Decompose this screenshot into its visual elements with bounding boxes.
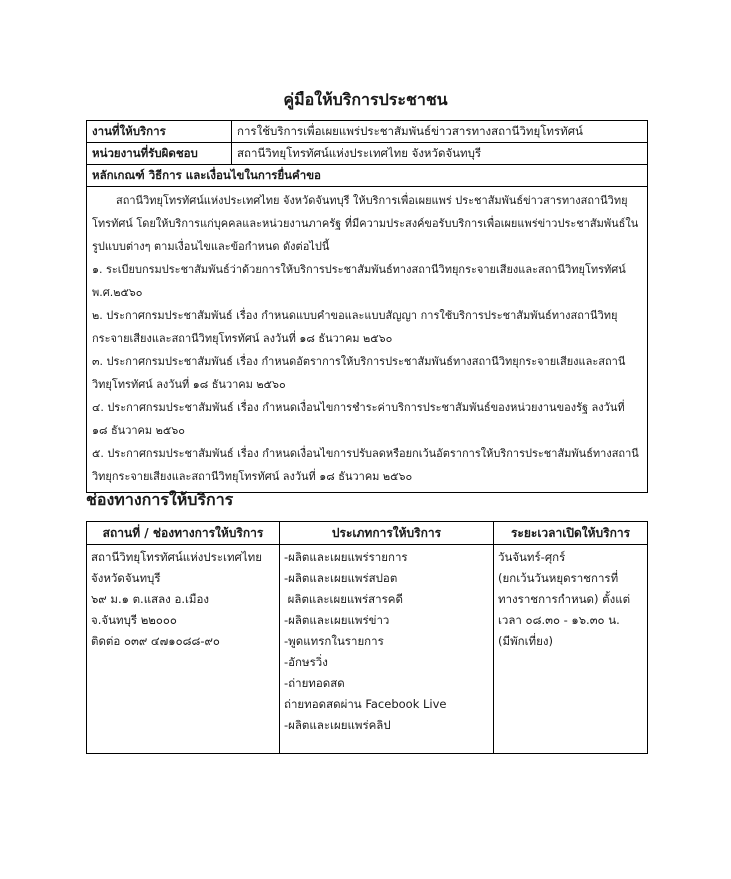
header-service-type: ประเภทการให้บริการ [280,522,494,545]
unit-value: สถานีวิทยุโทรทัศน์แห่งประเทศไทย จังหวัดจันทบุรี [232,143,648,165]
unit-label: หน่วยงานที่รับผิดชอบ [87,143,232,165]
section-title-channels: ช่องทางการให้บริการ [86,490,234,509]
service-type-item: -พูดแทรกในรายการ [284,634,384,648]
criteria-item: ๑. ระเบียบกรมประชาสัมพันธ์ว่าด้วยการให้บริการประชาสัมพันธ์ทางสถานีวิทยุกระจายเสียงและสถานีวิทยุโทรทัศน์ พ.ศ.๒๕๖๐ [92,263,626,299]
criteria-body [87,187,648,493]
hours-line: ทางราชการกำหนด) ตั้งแต่ [498,592,631,606]
service-type-cell [280,545,494,754]
criteria-item: ๒. ประกาศกรมประชาสัมพันธ์ เรื่อง กำหนดแบบคำขอและแบบสัญญา การใช้บริการประชาสัมพันธ์ทางสถานีวิทยุกระจายเสียงและสถานีวิทยุโทรทัศน์ ลงวันที่ ๑๘ ธันวาคม ๒๕๖๐ [92,309,618,345]
criteria-item: ๔. ประกาศกรมประชาสัมพันธ์ เรื่อง กำหนดเงื่อนไขการชำระค่าบริการประชาสัมพันธ์ของหน่วยงานของรัฐ ลงวันที่ ๑๘ ธันวาคม ๒๕๖๐ [92,401,625,437]
hours-line: วันจันทร์-ศุกร์ [498,550,566,564]
location-line: จ.จันทบุรี ๒๒๐๐๐ [91,613,177,627]
service-type-item: -ผลิตและเผยแพร่รายการ [284,550,408,564]
service-value: การใช้บริการเพื่อเผยแพร่ประชาสัมพันธ์ข่าวสารทางสถานีวิทยุโทรทัศน์ [232,121,648,143]
service-label: งานที่ให้บริการ [87,121,232,143]
hours-line: (ยกเว้นวันหยุดราชการที่ [498,571,619,585]
criteria-item: ๓. ประกาศกรมประชาสัมพันธ์ เรื่อง กำหนดอัตราการให้บริการประชาสัมพันธ์ทางสถานีวิทยุกระจายเสียงและสถานีวิทยุโทรทัศน์ ลงวันที่ ๑๘ ธันวาคม ๒๕๖๐ [92,355,626,391]
channels-header-row [87,522,648,545]
page-title: คู่มือให้บริการประชาชน [283,90,448,109]
location-line: ๖๙ ม.๑ ต.แสลง อ.เมือง [91,592,210,606]
service-info-table [86,120,648,493]
location-line: สถานีวิทยุโทรทัศน์แห่งประเทศไทย [91,550,262,564]
header-location: สถานที่ / ช่องทางการให้บริการ [87,522,280,545]
channels-table [86,521,648,754]
location-line: ติดต่อ ๐๓๙ ๔๗๑๐๘๘-๙๐ [91,634,220,648]
service-row [87,121,648,143]
hours-line: เวลา ๐๘.๓๐ - ๑๖.๓๐ น. [498,613,620,627]
unit-row [87,143,648,165]
channels-data-row [87,545,648,754]
criteria-body-row [87,187,648,493]
criteria-heading-row [87,165,648,187]
service-type-item: -ผลิตและเผยแพร่สปอต [284,571,398,585]
service-type-item: ผลิตและเผยแพร่สารคดี [284,592,403,606]
service-type-item: -อักษรวิ่ง [284,655,328,669]
hours-cell [494,545,648,754]
service-type-item: -ผลิตและเผยแพร่คลิป [284,718,391,732]
service-type-item: -ถ่ายทอดสด [284,676,345,690]
criteria-intro: สถานีวิทยุโทรทัศน์แห่งประเทศไทย จังหวัดจันทบุรี ให้บริการเพื่อเผยแพร่ ประชาสัมพันธ์ข่าวสารทางสถานีวิทยุโทรทัศน์ โดยให้บริการแก่บุคคลและหน่วยงานภาครัฐ ที่มีความประสงค์ขอรับบริการเพื่อเผยแพร่ข่าวประชาสัมพันธ์ใน รูปแบบต่างๆ ตามเงื่อนไขและข้อกำหนด ดังต่อไปนี้ [92,194,639,253]
location-line: จังหวัดจันทบุรี [91,571,161,585]
service-type-item: -ผลิตและเผยแพร่ข่าว [284,613,390,627]
header-hours: ระยะเวลาเปิดให้บริการ [494,522,648,545]
service-type-item: ถ่ายทอดสดผ่าน Facebook Live [284,697,447,711]
criteria-heading: หลักเกณฑ์ วิธีการ และเงื่อนไขในการยื่นคำขอ [87,165,648,187]
criteria-item: ๕. ประกาศกรมประชาสัมพันธ์ เรื่อง กำหนดเงื่อนไขการปรับลดหรือยกเว้นอัตราการให้บริการประชาสัมพันธ์ทางสถานีวิทยุกระจายเสียงและสถานีวิทยุโทรทัศน์ ลงวันที่ ๑๘ ธันวาคม ๒๕๖๐ [92,447,639,483]
location-cell [87,545,280,754]
hours-line: (มีพักเที่ยง) [498,634,553,648]
